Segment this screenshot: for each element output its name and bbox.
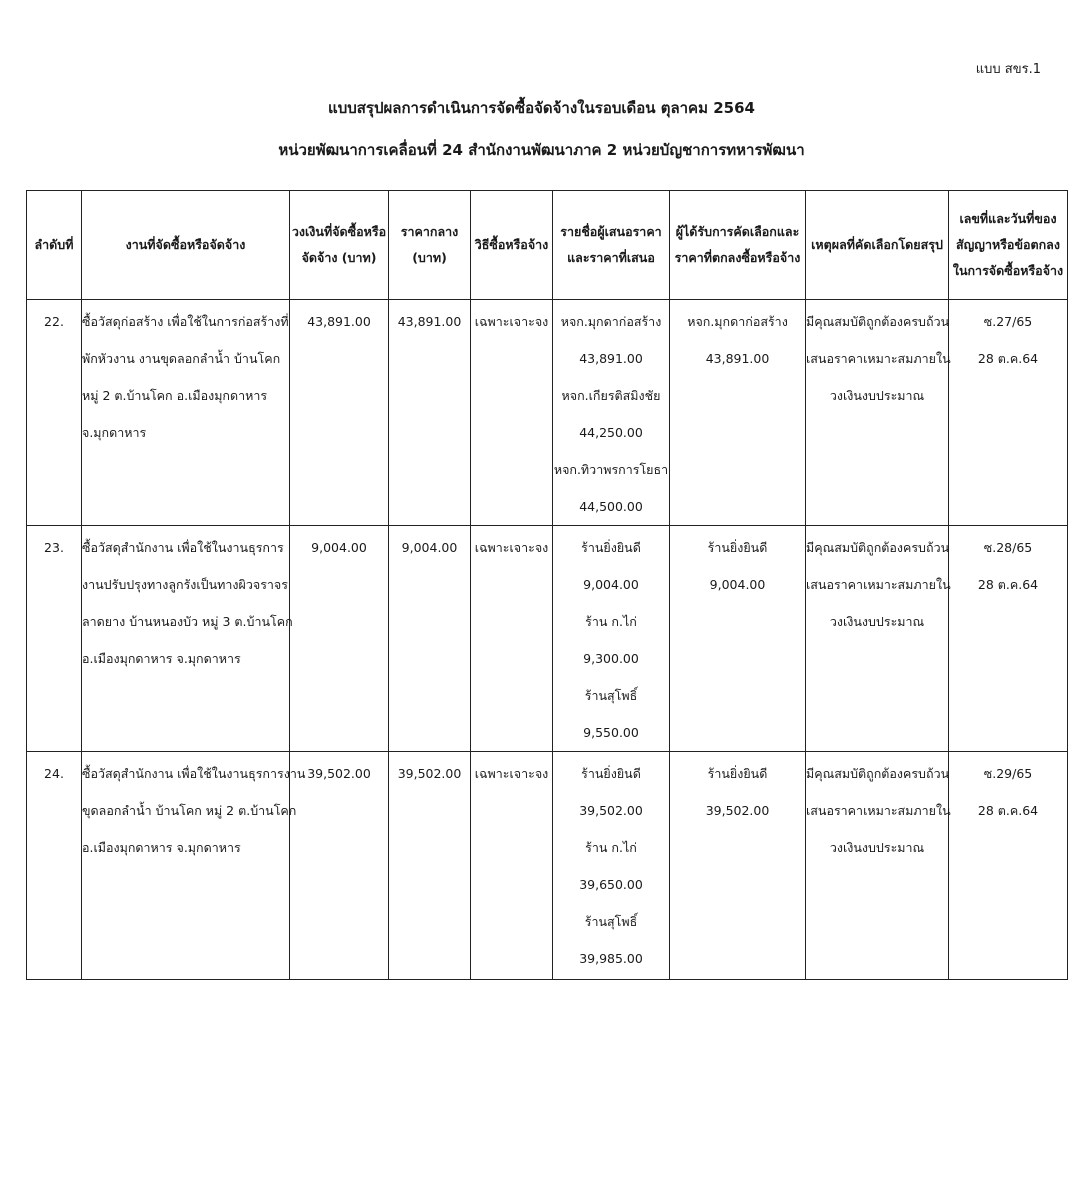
contract-info: ซ.27/65 28 ต.ค.64 [949,300,1068,526]
budget-amount: 9,004.00 [290,526,389,752]
row-number: 22. [27,300,82,526]
procurement-method: เฉพาะเจาะจง [471,300,553,526]
median-price: 9,004.00 [389,526,471,752]
task-description: ซื้อวัสดุสำนักงาน เพื่อใช้ในงานธุรการงาน ขุดลอกลำน้ำ บ้านโคก หมู่ 2 ต.บ้านโคก อ.เมืองมุกดาหาร จ.มุกดาหาร [82,752,290,980]
contract-info: ซ.28/65 28 ต.ค.64 [949,526,1068,752]
bidders-list: ร้านยิ่งยินดี 9,004.00 ร้าน ก.ไก่ 9,300.00 ร้านสุโพธิ์ 9,550.00 [553,526,670,752]
table-row [27,300,1068,526]
header-median-price: ราคากลาง (บาท) [389,191,471,300]
selected-vendor: หจก.มุกดาก่อสร้าง 43,891.00 [670,300,806,526]
header-task: งานที่จัดซื้อหรือจัดจ้าง [82,191,290,300]
selection-reason: มีคุณสมบัติถูกต้องครบถ้วน เสนอราคาเหมาะสมภายใน วงเงินงบประมาณ [806,526,949,752]
task-description: ซื้อวัสดุก่อสร้าง เพื่อใช้ในการก่อสร้างที่ พักหัวงาน งานขุดลอกลำน้ำ บ้านโคก หมู่ 2 ต.บ้านโคก อ.เมืองมุกดาหาร จ.มุกดาหาร [82,300,290,526]
selection-reason: มีคุณสมบัติถูกต้องครบถ้วน เสนอราคาเหมาะสมภายใน วงเงินงบประมาณ [806,752,949,980]
median-price: 39,502.00 [389,752,471,980]
task-description: ซื้อวัสดุสำนักงาน เพื่อใช้ในงานธุรการ งานปรับปรุงทางลูกรังเป็นทางผิวจราจร ลาดยาง บ้านหนองบัว หมู่ 3 ต.บ้านโคก อ.เมืองมุกดาหาร จ.มุกดาหาร [82,526,290,752]
report-title: แบบสรุปผลการดำเนินการจัดซื้อจัดจ้างในรอบเดือน ตุลาคม 2564 [328,99,755,117]
selection-reason: มีคุณสมบัติถูกต้องครบถ้วน เสนอราคาเหมาะสมภายใน วงเงินงบประมาณ [806,300,949,526]
selected-vendor: ร้านยิ่งยินดี 9,004.00 [670,526,806,752]
header-reason: เหตุผลที่คัดเลือกโดยสรุป [806,191,949,300]
header-row [27,191,1068,300]
bidders-list: หจก.มุกดาก่อสร้าง 43,891.00 หจก.เกียรติสมิงชัย 44,250.00 หจก.ทิวาพรการโยธา 44,500.00 [553,300,670,526]
form-code: แบบ สขร.1 [975,62,1041,77]
median-price: 43,891.00 [389,300,471,526]
row-number: 23. [27,526,82,752]
procurement-summary-table [26,190,1068,980]
header-method: วิธีซื้อหรือจ้าง [471,191,553,300]
report-subtitle: หน่วยพัฒนาการเคลื่อนที่ 24 สำนักงานพัฒนาภาค 2 หน่วยบัญชาการทหารพัฒนา [278,141,805,159]
header-budget: วงเงินที่จัดซื้อหรือ จัดจ้าง (บาท) [290,191,389,300]
header-contract: เลขที่และวันที่ของ สัญญาหรือข้อตกลง ในการจัดซื้อหรือจ้าง [949,191,1068,300]
procurement-method: เฉพาะเจาะจง [471,526,553,752]
header-winner: ผู้ได้รับการคัดเลือกและ ราคาที่ตกลงซื้อหรือจ้าง [670,191,806,300]
header-no: ลำดับที่ [27,191,82,300]
bidders-list: ร้านยิ่งยินดี 39,502.00 ร้าน ก.ไก่ 39,650.00 ร้านสุโพธิ์ 39,985.00 [553,752,670,980]
budget-amount: 43,891.00 [290,300,389,526]
budget-amount: 39,502.00 [290,752,389,980]
procurement-method: เฉพาะเจาะจง [471,752,553,980]
table-row [27,526,1068,752]
contract-info: ซ.29/65 28 ต.ค.64 [949,752,1068,980]
table-row [27,752,1068,980]
selected-vendor: ร้านยิ่งยินดี 39,502.00 [670,752,806,980]
row-number: 24. [27,752,82,980]
header-bidders: รายชื่อผู้เสนอราคา และราคาที่เสนอ [553,191,670,300]
